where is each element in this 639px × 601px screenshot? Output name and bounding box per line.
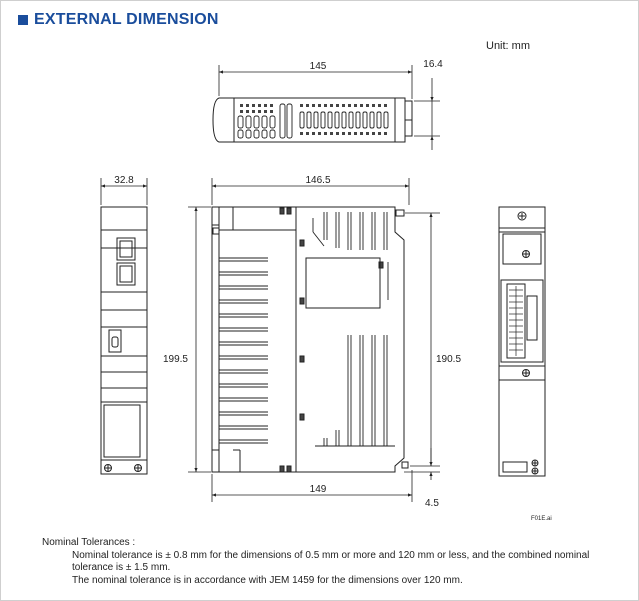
dimension-149-label: 149 xyxy=(309,484,327,495)
dimension-line-4-5 xyxy=(404,448,440,480)
heading-title: EXTERNAL DIMENSION xyxy=(34,11,219,28)
tolerances-note xyxy=(42,537,622,587)
top-view xyxy=(213,98,412,142)
figure-id: F01E.ai xyxy=(531,516,552,522)
rear-view xyxy=(499,207,545,476)
dimension-190-5-label: 190.5 xyxy=(436,354,462,365)
dimension-145-label: 145 xyxy=(309,61,327,72)
dimension-16-4-label: 16.4 xyxy=(423,59,443,70)
dimension-146-5-label: 146.5 xyxy=(305,175,331,186)
dimension-199-5-label: 199.5 xyxy=(162,354,188,365)
dimension-line-199-5 xyxy=(188,207,211,472)
dimension-line-16-4 xyxy=(414,78,440,150)
dimension-32-8-label: 32.8 xyxy=(114,175,134,186)
dimension-line-190-5 xyxy=(405,213,440,466)
tolerance-line-2: tolerance is ± 1.5 mm. xyxy=(72,562,171,573)
side-view xyxy=(101,207,147,474)
tolerance-line-1: Nominal tolerance is ± 0.8 mm for the dimensions of 0.5 mm or more and 120 mm or less, and the combined nominal xyxy=(72,549,590,561)
tolerances-title: Nominal Tolerances : xyxy=(42,537,136,548)
tolerance-line-3: The nominal tolerance is in accordance with JEM 1459 for the dimensions over 120 mm. xyxy=(72,574,463,586)
unit-label: Unit: mm xyxy=(486,40,530,52)
dimension-4-5-label: 4.5 xyxy=(425,498,439,509)
front-view xyxy=(212,207,408,472)
